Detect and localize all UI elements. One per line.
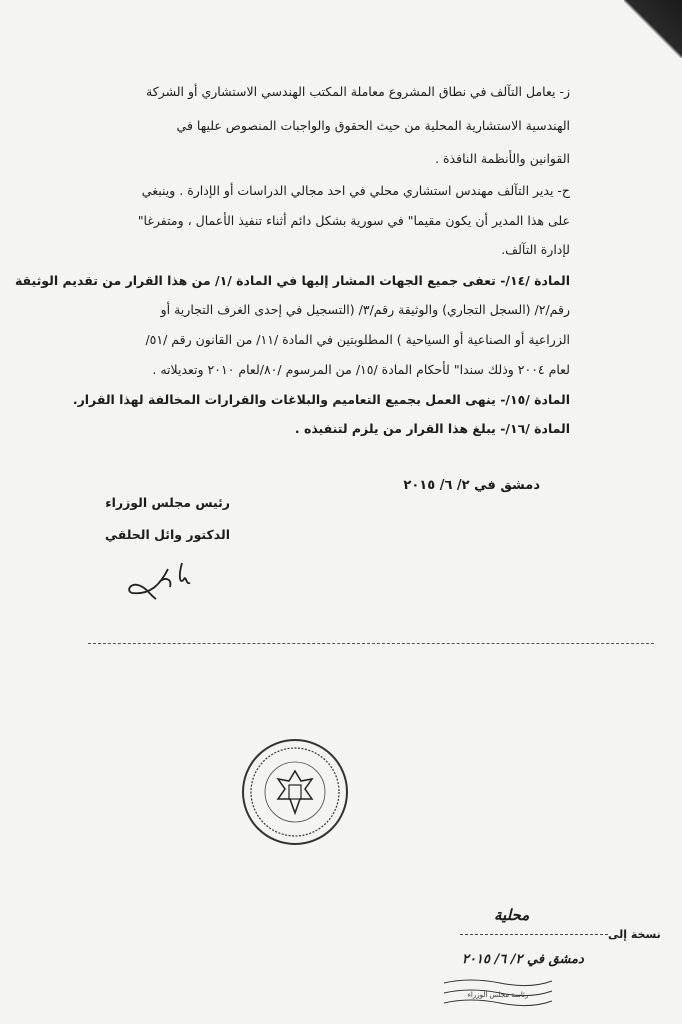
article-15-line: المادة /١٥/- ينهى العمل بجميع التعاميم والبلاغات والقرارات المخالفة لهذا القرار. [72, 392, 570, 407]
article-14-line-3: الزراعية أو الصناعية أو السياحية ) المطلوبتين في المادة /١١/ من القانون رقم /٥١/ [145, 332, 570, 347]
footer-date: دمشق في ٢/ ٦/ ٢٠١٥ [462, 952, 584, 967]
signatory-title: رئيس مجلس الوزراء [105, 495, 230, 510]
official-seal-icon [240, 737, 350, 847]
article-14-line-1: المادة /١٤/- تعفى جميع الجهات المشار إليها في المادة /١/ من هذا القرار من تقديم الوثيقة [14, 273, 570, 288]
copy-to-label: نسخة إلى [608, 928, 661, 941]
signatory-name: الدكتور وائل الحلقي [105, 527, 230, 542]
signature-block [100, 495, 230, 559]
date-line: دمشق في ٢/ ٦/ ٢٠١٥ [403, 478, 540, 493]
copy-word: محلية [494, 906, 530, 924]
text-line-5: على هذا المدير أن يكون مقيما" في سورية بشكل دائم أثناء تنفيذ الأعمال ، ومتفرغا" [137, 213, 570, 228]
text-line-3: القوانين والأنظمة النافذة . [435, 151, 570, 166]
text-line-2: الهندسية الاستشارية المحلية من حيث الحقوق والواجبات المنصوص عليها في [176, 118, 570, 133]
separator-dashed-line [88, 643, 654, 644]
article-14-line-2: رقم/٢/ (السجل التجاري) والوثيقة رقم/٣/ (التسجيل في إحدى الغرف التجارية أو [160, 302, 570, 317]
article-14-line-4: لعام ٢٠٠٤ وذلك سندا" لأحكام المادة /١٥/ من المرسوم /٨٠/لعام ٢٠١٠ وتعديلاته . [152, 362, 570, 377]
signature-scribble-icon [120, 555, 200, 605]
copy-dotted-line [460, 934, 608, 935]
text-line-4: ح- يدير التآلف مهندس استشاري محلي في احد مجالي الدراسات أو الإدارة . وينبغي [141, 183, 570, 198]
small-stamp-text: رئاسة مجلس الوزراء [467, 991, 529, 999]
text-line-1: ز- يعامل التآلف في نطاق المشروع معاملة المكتب الهندسي الاستشاري أو الشركة [146, 84, 570, 99]
article-16-line: المادة /١٦/- يبلغ هذا القرار من يلزم لتنفيذه . [294, 421, 570, 436]
text-line-6: لإدارة التآلف. [501, 242, 570, 257]
small-stamp-icon [440, 975, 555, 1011]
